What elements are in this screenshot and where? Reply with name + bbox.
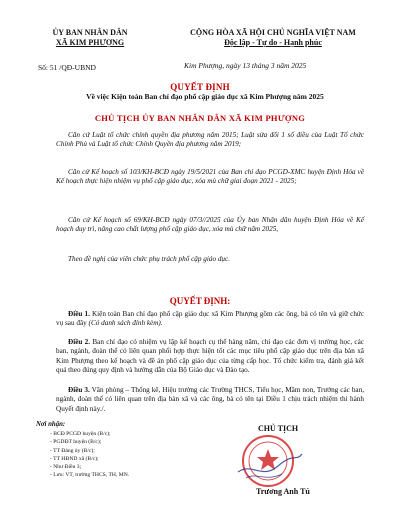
country-name: CỘNG HÒA XÃ HỘI CHỦ NGHĨA VIỆT NAM bbox=[190, 28, 356, 37]
agency-line-2: XÃ KIM PHƯỢNG bbox=[55, 38, 125, 47]
place-date: Kim Phượng, ngày 13 tháng 3 năm 2025 bbox=[184, 61, 307, 70]
recipient-item: - Như Điều 3; bbox=[50, 464, 82, 471]
signer-name: Trương Anh Tú bbox=[256, 487, 310, 496]
article-1-label: Điều 1. bbox=[68, 310, 90, 318]
legal-basis-2: Căn cứ Kế hoạch số 103/KH-BCĐ ngày 19/5/2021 của Ban chỉ đạo PCGD-XMC huyện Định Hóa về Kế hoạch thực hiện nhiệm vụ phổ cập giáo dục, xóa mù chữ giai đoạn 2021 - 2025; bbox=[56, 168, 364, 186]
article-2-label: Điều 2. bbox=[68, 338, 91, 346]
article-3-label: Điều 3. bbox=[68, 386, 90, 394]
legal-basis-3: Căn cứ Kế hoạch số 69/KH-BCĐ ngày 07/3//2025 của Ủy ban Nhân dân huyện Định Hóa về Kế hoạch duy trì, nâng cao chất lượng phổ cập giáo dục, xóa mù chữ năm 2025, bbox=[56, 216, 364, 234]
proposal-basis: Theo đề nghị của viên chức phụ trách phổ cập giáo dục. bbox=[68, 255, 231, 263]
document-title: QUYẾT ĐỊNH bbox=[170, 82, 230, 92]
document-subtitle: Về việc Kiện toàn Ban chỉ đạo phổ cập giáo dục xã Kim Phượng năm 2025 bbox=[86, 92, 324, 101]
recipient-item: - TT Đảng ủy (B/c); bbox=[50, 447, 95, 454]
motto: Độc lập - Tự do - Hạnh phúc bbox=[224, 38, 322, 47]
article-3-text: Văn phòng – Thống kê, Hiệu trưởng các Trường THCS, Tiểu học, Mầm non, Trưởng các ban, ngành, đoàn thể có liên quan trên địa bàn xã và các ông, bà có tên tại Điều 1 chịu trách nhiệm thi hành Quyết định này./. bbox=[56, 386, 364, 413]
signer-title: CHỦ TỊCH bbox=[258, 424, 299, 433]
article-1 bbox=[56, 310, 364, 329]
recipient-item: - TT HĐND xã (B/c); bbox=[50, 455, 99, 462]
recipients-list bbox=[50, 430, 200, 480]
article-2-text: Ban chỉ đạo có nhiệm vụ lập kế hoạch cụ thể hàng năm, chỉ đạo các đơn vị trường học, các ban, ngành, đoàn thể có liên quan phối hợp thực hiện tốt các mục tiêu phổ cập giáo dục trên địa bàn xã Kim Phượng theo kế hoạch và đề án phổ cập giáo dục của từng cấp học. Tổ chức kiểm tra, đánh giá kết quả theo đúng quy định và hướng dẫn của Bộ Giáo dục và Đào tạo. bbox=[56, 338, 365, 374]
recipient-item: - PGDĐT huyện (B/c); bbox=[50, 439, 102, 446]
agency-line-1: ỦY BAN NHÂN DÂN bbox=[52, 28, 128, 37]
decide-heading: QUYẾT ĐỊNH: bbox=[169, 296, 231, 306]
legal-basis-1: Căn cứ Luật tổ chức chính quyền địa phương năm 2015; Luật sửa đổi 1 số điều của Luật Tổ chức Chính Phủ và Luật tổ chức Chính Quyền địa phương năm 2019; bbox=[56, 131, 364, 149]
official-seal-icon bbox=[232, 432, 304, 490]
article-1-text: Kiện toàn Ban chỉ đạo phổ cập giáo dục xã Kim Phượng gồm các ông, bà có tên và giữ chức vụ sau đây bbox=[56, 310, 365, 328]
decision-number: Số: 51 /QĐ-UBND bbox=[38, 63, 96, 72]
article-2 bbox=[56, 338, 364, 375]
issuing-agency bbox=[28, 28, 152, 48]
national-motto bbox=[162, 28, 384, 48]
article-1-note: (Có danh sách đính kèm). bbox=[88, 319, 163, 328]
recipients-title: Nơi nhận: bbox=[36, 421, 66, 428]
issuing-authority: CHỦ TỊCH ỦY BAN NHÂN DÂN XÃ KIM PHƯỢNG bbox=[94, 113, 306, 123]
recipient-item: - BCĐ PCGD huyện (B/c); bbox=[50, 431, 111, 437]
article-3 bbox=[56, 386, 364, 414]
recipient-item: - Lưu: VT, trường THCS, TH, MN. bbox=[50, 472, 130, 479]
